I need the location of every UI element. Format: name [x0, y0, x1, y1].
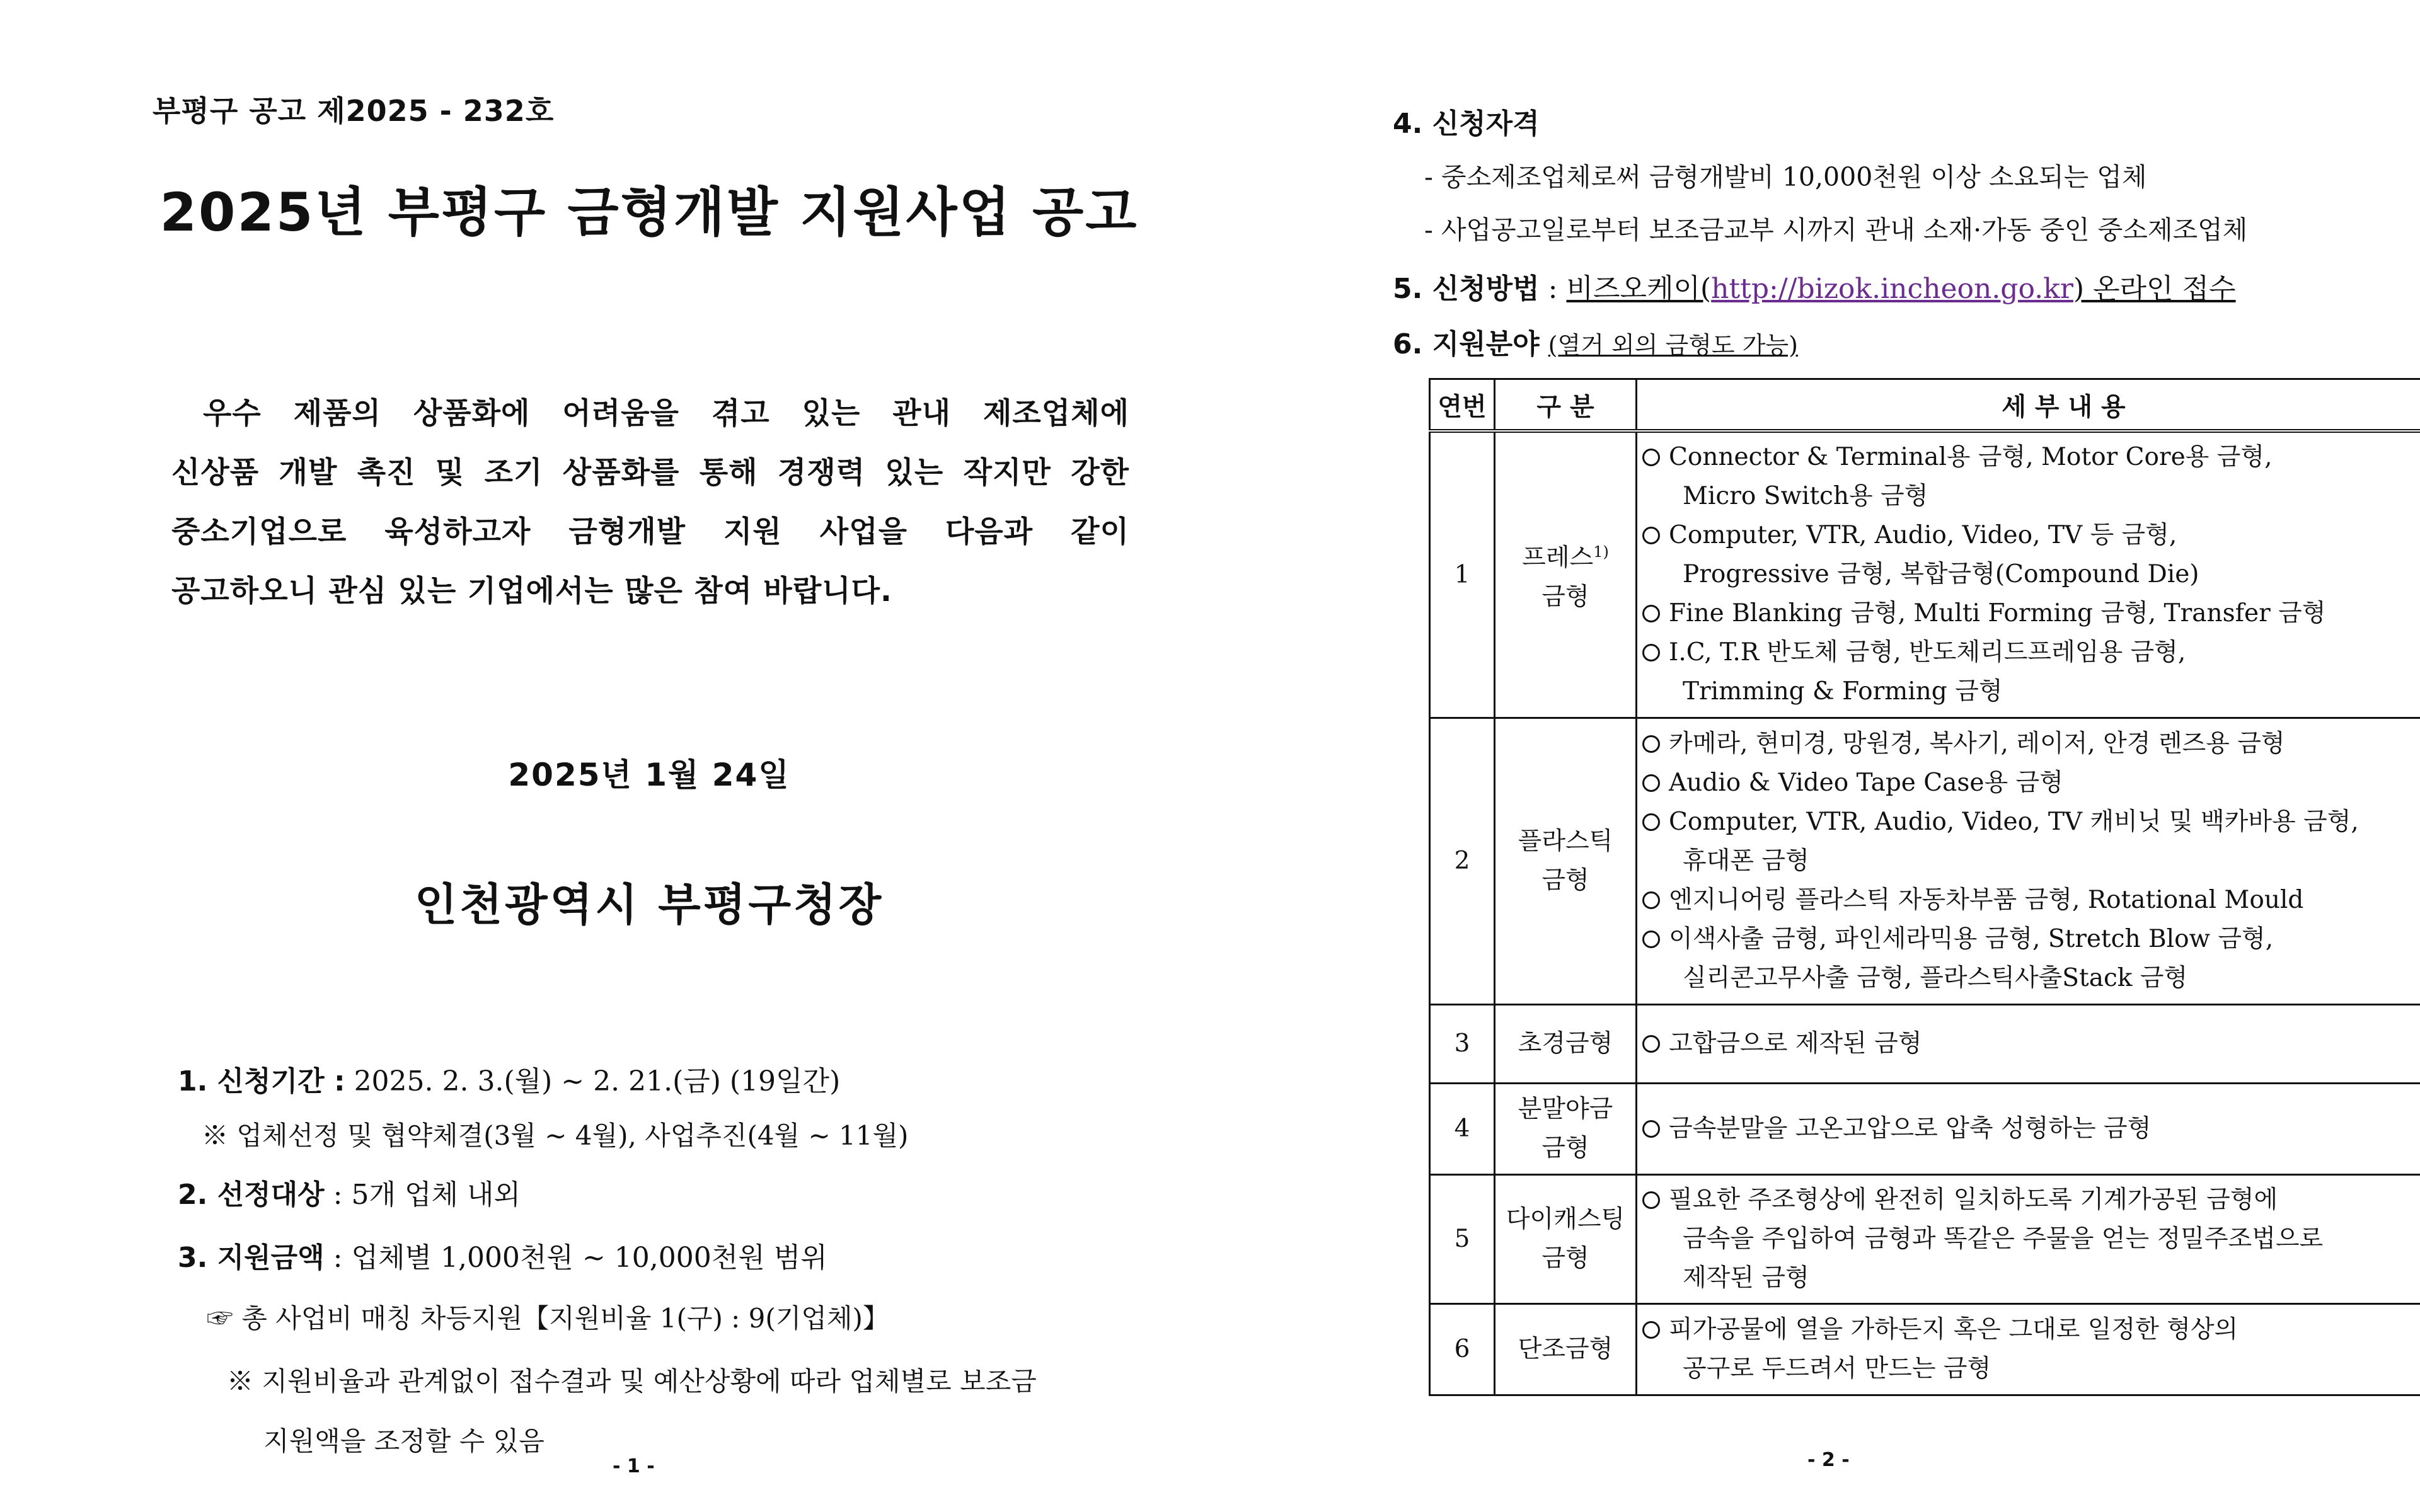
page-number: - 1 - — [613, 1455, 655, 1477]
detail-text: Micro Switch용 금형 — [1683, 482, 1928, 511]
qualification-line: - 사업공고일로부터 보조금교부 시까지 관내 소재·가동 중인 중소제조업체 — [1424, 215, 2248, 245]
circle-bullet-icon — [1642, 449, 1660, 466]
row-number: 5 — [1430, 1174, 1495, 1303]
section-field — [1393, 321, 1798, 362]
detail-item — [1642, 1024, 2420, 1063]
detail-text: Fine Blanking 금형, Multi Forming 금형, Transfer 금형 — [1669, 599, 2326, 628]
detail-text: 엔지니어링 플라스틱 자동차부품 금형, Rotational Mould — [1669, 885, 2304, 914]
issuer: 인천광역시 부평구청장 — [414, 879, 884, 931]
detail-item-cont — [1642, 1349, 2420, 1389]
circle-bullet-icon — [1642, 891, 1660, 909]
category-label: 초경금형 — [1518, 1029, 1613, 1058]
field-note: (열거 외의 금형도 가능) — [1548, 331, 1798, 359]
row-number: 4 — [1430, 1083, 1495, 1174]
row-category — [1495, 1083, 1637, 1174]
table-row — [1430, 1174, 2420, 1303]
notice-number: 부평구 공고 제2025 - 232호 — [153, 94, 555, 128]
section-method — [1393, 266, 2236, 306]
row-category — [1495, 718, 1637, 1004]
circle-bullet-icon — [1642, 1120, 1660, 1138]
detail-text: 고합금으로 제작된 금형 — [1669, 1029, 1922, 1058]
circle-bullet-icon — [1642, 813, 1660, 831]
detail-item — [1642, 803, 2420, 842]
section-heading: 1. 신청기간 : — [178, 1065, 345, 1097]
row-category — [1495, 1004, 1637, 1083]
section-text: 2025. 2. 3.(월) ~ 2. 21.(금) (19일간) — [345, 1065, 841, 1097]
detail-item-cont — [1642, 959, 2420, 998]
section-heading: 4. 신청자격 — [1393, 108, 1540, 140]
table-row — [1430, 1004, 2420, 1083]
detail-item — [1642, 516, 2420, 555]
section-qualification-heading — [1393, 101, 1540, 141]
circle-bullet-icon — [1642, 644, 1660, 662]
detail-text: 휴대폰 금형 — [1683, 846, 1809, 875]
row-details — [1637, 1303, 2420, 1395]
row-number: 3 — [1430, 1004, 1495, 1083]
circle-bullet-icon — [1642, 1191, 1660, 1209]
bizok-link[interactable]: http://bizok.incheon.go.kr — [1711, 273, 2073, 305]
circle-bullet-icon — [1642, 527, 1660, 544]
detail-text: 공구로 두드려서 만드는 금형 — [1683, 1354, 1991, 1383]
intro-line: 우수 제품의 상품화에 어려움을 겪고 있는 관내 제조업체에 — [203, 396, 1129, 431]
detail-text: 제작된 금형 — [1683, 1263, 1809, 1292]
detail-item-cont — [1642, 555, 2420, 594]
table-row — [1430, 431, 2420, 718]
detail-text: Audio & Video Tape Case용 금형 — [1669, 768, 2063, 797]
row-category — [1495, 1174, 1637, 1303]
row-details — [1637, 431, 2420, 718]
detail-item — [1642, 1109, 2420, 1148]
row-number: 6 — [1430, 1303, 1495, 1395]
amount-note-2: ※ 지원비율과 관계없이 접수결과 및 예산상황에 따라 업체별로 보조금 — [227, 1366, 1037, 1397]
detail-item-cont — [1642, 477, 2420, 516]
table-body — [1430, 431, 2420, 1395]
row-number: 1 — [1430, 431, 1495, 718]
amount-note-2-cont: 지원액을 조정할 수 있음 — [263, 1426, 544, 1457]
section-period — [178, 1058, 840, 1099]
detail-item — [1642, 764, 2420, 803]
detail-text: 금속을 주입하여 금형과 똑같은 주물을 얻는 정밀주조법으로 — [1683, 1224, 2324, 1253]
footnote-ref: 1) — [1593, 543, 1609, 561]
category-label: 다이캐스팅 — [1506, 1205, 1625, 1234]
circle-bullet-icon — [1642, 1035, 1660, 1053]
column-header: 세 부 내 용 — [1637, 379, 2420, 432]
method-sep: : — [1539, 273, 1567, 305]
category-label: 금형 — [1541, 866, 1589, 895]
category-label: 금형 — [1541, 583, 1589, 612]
detail-item-cont — [1642, 842, 2420, 881]
row-details — [1637, 1174, 2420, 1303]
row-details — [1637, 1083, 2420, 1174]
detail-item — [1642, 633, 2420, 672]
detail-text: I.C, T.R 반도체 금형, 반도체리드프레임용 금형, — [1669, 638, 2186, 667]
detail-item — [1642, 724, 2420, 764]
table-row — [1430, 718, 2420, 1004]
method-text-after: ) 온라인 접수 — [2073, 273, 2236, 305]
section-heading: 5. 신청방법 — [1393, 273, 1540, 305]
table-row — [1430, 1303, 2420, 1395]
detail-text: Trimming & Forming 금형 — [1683, 677, 2003, 706]
amount-note-1: ☞ 총 사업비 매칭 차등지원【지원비율 1(구) : 9(기업체)】 — [207, 1303, 889, 1334]
column-header: 연번 — [1430, 379, 1495, 432]
section-text: : 5개 업체 내외 — [324, 1179, 521, 1211]
page-number: - 2 - — [1807, 1449, 1850, 1471]
row-details — [1637, 1004, 2420, 1083]
detail-item — [1642, 438, 2420, 477]
table-header-row — [1430, 379, 2420, 432]
detail-item — [1642, 881, 2420, 920]
intro-line: 중소기업으로 육성하고자 금형개발 지원 사업을 다음과 같이 — [171, 515, 1129, 549]
circle-bullet-icon — [1642, 931, 1660, 948]
detail-item — [1642, 594, 2420, 633]
detail-item — [1642, 1181, 2420, 1220]
section-amount — [178, 1235, 827, 1275]
detail-item-cont — [1642, 672, 2420, 711]
section-heading: 3. 지원금액 — [178, 1242, 325, 1274]
page-title: 2025년 부평구 금형개발 지원사업 공고 — [159, 181, 1139, 243]
page-2 — [1210, 0, 2420, 1512]
circle-bullet-icon — [1642, 774, 1660, 792]
circle-bullet-icon — [1642, 735, 1660, 753]
category-label: 금형 — [1541, 1133, 1589, 1162]
column-header: 구 분 — [1495, 379, 1637, 432]
detail-text: 피가공물에 열을 가하든지 혹은 그대로 일정한 형상의 — [1669, 1315, 2238, 1344]
category-label: 프레스 — [1522, 544, 1594, 573]
table-row — [1430, 1083, 2420, 1174]
detail-text: Progressive 금형, 복합금형(Compound Die) — [1683, 560, 2199, 589]
row-category — [1495, 1303, 1637, 1395]
section-target — [178, 1172, 521, 1212]
section-heading: 2. 선정대상 — [178, 1179, 325, 1211]
detail-text: 필요한 주조형상에 완전히 일치하도록 기계가공된 금형에 — [1669, 1185, 2278, 1214]
notice-date: 2025년 1월 24일 — [508, 757, 790, 793]
detail-text: Computer, VTR, Audio, Video, TV 캐비닛 및 백카바용 금형, — [1669, 807, 2359, 836]
qualification-line: - 중소제조업체로써 금형개발비 10,000천원 이상 소요되는 업체 — [1424, 162, 2147, 192]
intro-paragraph — [171, 384, 1129, 621]
detail-text: 실리콘고무사출 금형, 플라스틱사출Stack 금형 — [1683, 963, 2188, 992]
category-label: 금형 — [1541, 1244, 1589, 1273]
section-text: : 업체별 1,000천원 ~ 10,000천원 범위 — [324, 1242, 827, 1274]
detail-text: Connector & Terminal용 금형, Motor Core용 금형, — [1669, 443, 2273, 472]
detail-text: 이색사출 금형, 파인세라믹용 금형, Stretch Blow 금형, — [1669, 924, 2274, 953]
detail-text: 카메라, 현미경, 망원경, 복사기, 레이저, 안경 렌즈용 금형 — [1669, 729, 2285, 758]
detail-text: Computer, VTR, Audio, Video, TV 등 금형, — [1669, 521, 2177, 550]
circle-bullet-icon — [1642, 605, 1660, 622]
period-note: ※ 업체선정 및 협약체결(3월 ~ 4월), 사업추진(4월 ~ 11월) — [202, 1120, 909, 1151]
detail-item — [1642, 920, 2420, 959]
detail-item-cont — [1642, 1220, 2420, 1259]
detail-item — [1642, 1310, 2420, 1349]
category-label: 단조금형 — [1518, 1334, 1613, 1363]
detail-item-cont — [1642, 1259, 2420, 1298]
row-category — [1495, 431, 1637, 718]
category-label: 분말야금 — [1518, 1094, 1613, 1123]
section-heading: 6. 지원분야 — [1393, 328, 1540, 360]
row-details — [1637, 718, 2420, 1004]
method-text-before: 비즈오케이( — [1566, 273, 1712, 305]
support-field-table — [1429, 378, 2420, 1396]
detail-text: 금속분말을 고온고압으로 압축 성형하는 금형 — [1669, 1114, 2152, 1143]
category-label: 플라스틱 — [1518, 827, 1613, 856]
circle-bullet-icon — [1642, 1321, 1660, 1339]
intro-line: 신상품 개발 촉진 및 조기 상품화를 통해 경쟁력 있는 작지만 강한 — [171, 455, 1129, 490]
intro-line: 공고하오니 관심 있는 기업에서는 많은 참여 바랍니다. — [171, 574, 892, 609]
row-number: 2 — [1430, 718, 1495, 1004]
